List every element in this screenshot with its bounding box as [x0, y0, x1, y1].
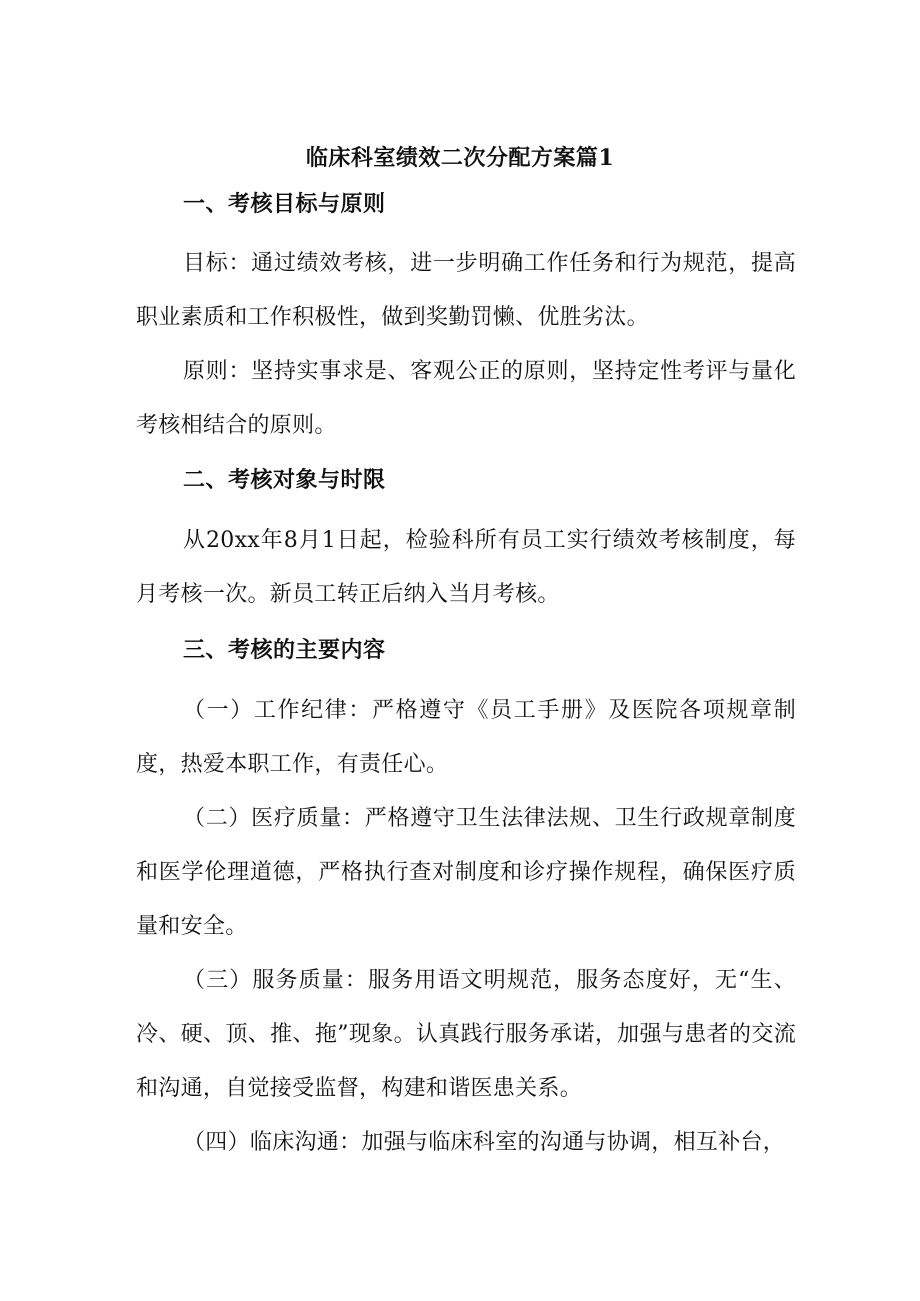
paragraph-goal: 目标：通过绩效考核，进一步明确工作任务和行为规范，提高职业素质和工作积极性，做到奖勤罚懒、优胜劣汰。 — [136, 251, 796, 330]
document-title: 临床科室绩效二次分配方案篇1 — [305, 145, 615, 171]
paragraph-principle: 原则：坚持实事求是、客观公正的原则，坚持定性考评与量化考核相结合的原则。 — [136, 359, 796, 438]
paragraph-discipline: （一）工作纪律：严格遵守《员工手册》及医院各项规章制度，热爱本职工作，有责任心。 — [136, 698, 796, 777]
paragraph-service-quality: （三）服务质量：服务用语文明规范，服务态度好，无“生、冷、硬、顶、推、拖”现象。认真践行服务承诺，加强与患者的交流和沟通，自觉接受监督，构建和谐医患关系。 — [136, 968, 796, 1101]
paragraph-scope: 从20xx年8月1日起，检验科所有员工实行绩效考核制度，每月考核一次。新员工转正后纳入当月考核。 — [136, 528, 796, 607]
section-heading-2: 二、考核对象与时限 — [183, 467, 386, 493]
section-heading-3: 三、考核的主要内容 — [183, 637, 386, 663]
section-heading-1: 一、考核目标与原则 — [183, 191, 386, 217]
paragraph-medical-quality: （二）医疗质量：严格遵守卫生法律法规、卫生行政规章制度和医学伦理道德，严格执行查对制度和诊疗操作规程，确保医疗质量和安全。 — [136, 806, 796, 939]
paragraph-clinical-communication: （四）临床沟通：加强与临床科室的沟通与协调，相互补台， — [183, 1130, 786, 1155]
